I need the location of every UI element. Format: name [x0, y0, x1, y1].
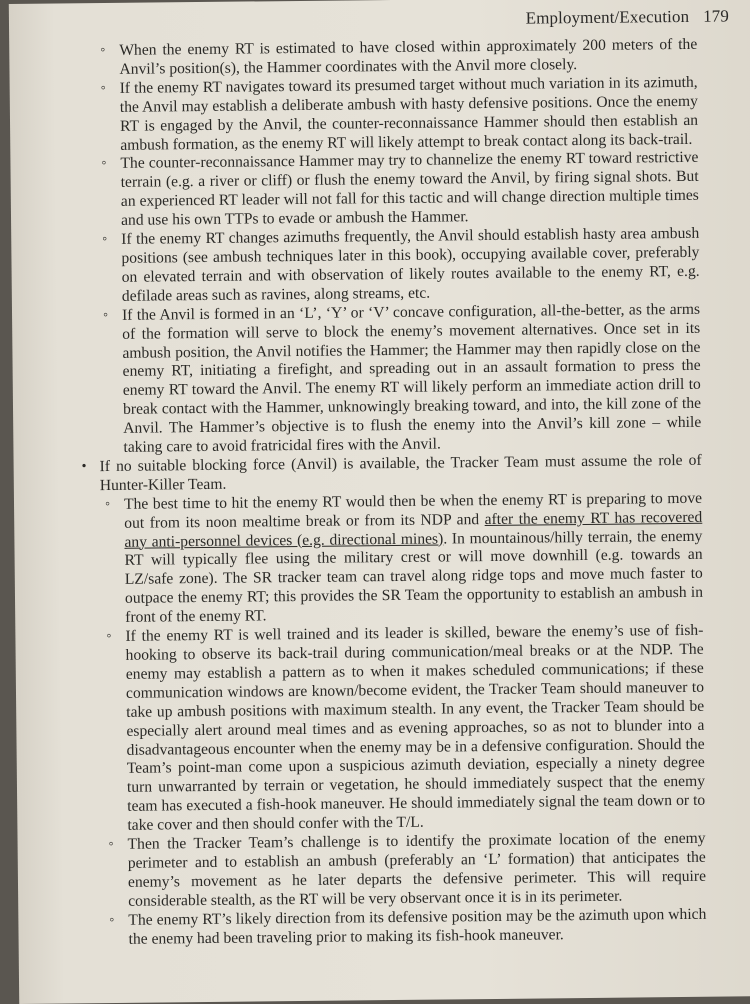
list-item: ◦ If the enemy RT navigates toward its presumed target without much variation in its azimuth, the Anvil may establish a deliberate ambush with hasty defensive positions. Once the enemy RT is engaged by the Anvil, the counter-reconnaissance Hammer should then establish an ambush formation, as the enemy RT will likely attempt to break contact along its back-trail. [76, 74, 699, 156]
list-item: ◦ The counter-reconnaissance Hammer may try to channelize the enemy RT toward restrictive terrain (e.g. a river or cliff) or flush the enemy toward the Anvil, by firing signal shots. But an experienced RT leader will not fall for this tactic and will change direction multiple times and use his own TTPs to evade or ambush the Hammer. [76, 149, 699, 231]
list-item: ◦ If the Anvil is formed in an ‘L’, ‘Y’ or ‘V’ concave configuration, all-the-better, as the arms of the formation will serve to block the enemy’s movement alternatives. Once set in its ambush position, the Anvil notifies the Hammer; the Hammer may then rapidly close on the enemy RT, initiating a firefight, and spreading out in an assault formation to press the enemy RT toward the Anvil. The enemy RT will likely perform an immediate action drill to break contact with the Hammer, unknowingly breaking toward, and into, the kill zone of the Anvil. The Hammer’s objective is to flush the enemy into the Anvil’s kill zone – while taking care to avoid fratricidal fires with the Anvil. [78, 300, 702, 458]
page-number: 179 [703, 6, 730, 26]
list-item: ◦ If the enemy RT is well trained and its leader is skilled, beware the enemy’s use of fish-hooking to observe its back-trail during communication/meal breaks or at the NDP. The enemy may establish a pattern as to when it makes scheduled communications; if these communication windows are known/become evident, the Tracker Team should maneuver to take up ambush positions with maximum stealth. In any event, the Tracker Team should be especially alert around meal times and as evening approaches, so as not to blunder into a disadvantageous encounter when the enemy may be in a defensive configuration. Should the Team’s point-man come upon a suspicious azimuth deviation, especially a ninety degree turn unwarranted by terrain or vegetation, he should immediately suspect that the enemy team has executed a fish-hook maneuver. He should immediately signal the team down or to take cover and then should confer with the T/L. [81, 622, 705, 836]
list-item: ◦ If the enemy RT changes azimuths frequently, the Anvil should establish hasty area ambush positions (see ambush techniques later in this book), occupying available cover, preferably on elevated terrain and with observation of likely routes available to the enemy RT, e.g. defilade areas such as ravines, along streams, etc. [77, 225, 700, 307]
list-item: ◦ The best time to hit the enemy RT would then be when the enemy RT is preparing to move out from its noon mealtime break or from its NDP and after the enemy RT has recovered any anti-personnel devices (e.g. directional mines). In mountainous/hilly terrain, the enemy RT will typically flee using the military crest or will move downhill (e.g. towards an LZ/safe zone). The SR tracker team can travel along ridge tops and move much faster to outpace the enemy RT; this provides the SR Team the opportunity to establish an ambush in front of the enemy RT. [80, 490, 703, 629]
body-text [75, 36, 706, 950]
book-page [9, 0, 750, 1004]
underlined-text: after the enemy RT has recovered any anti-personnel devices (e.g. directional mines) [124, 508, 703, 551]
bullet-list [75, 36, 706, 950]
list-item: ◦ Then the Tracker Team’s challenge is to identify the proximate location of the enemy perimeter and to establish an ambush (preferably an ‘L’ formation) that anticipates the enemy’s movement as he later departs the defensive perimeter. This will require considerable stealth, as the RT will be very observant once it is in its perimeter. [84, 830, 707, 912]
section-title: Employment/Execution [525, 6, 690, 28]
list-item: ◦ The enemy RT’s likely direction from its defensive position may be the azimuth upon which the enemy had been traveling prior to making its fish-hook maneuver. [84, 905, 706, 949]
list-item-main: • If no suitable blocking force (Anvil) is available, the Tracker Team must assume the role of Hunter-Killer Team. [80, 452, 702, 496]
list-item: ◦ When the enemy RT is estimated to have closed within approximately 200 meters of the Anvil’s position(s), the Hammer coordinates with the Anvil more closely. [75, 36, 697, 80]
running-header [526, 6, 729, 28]
